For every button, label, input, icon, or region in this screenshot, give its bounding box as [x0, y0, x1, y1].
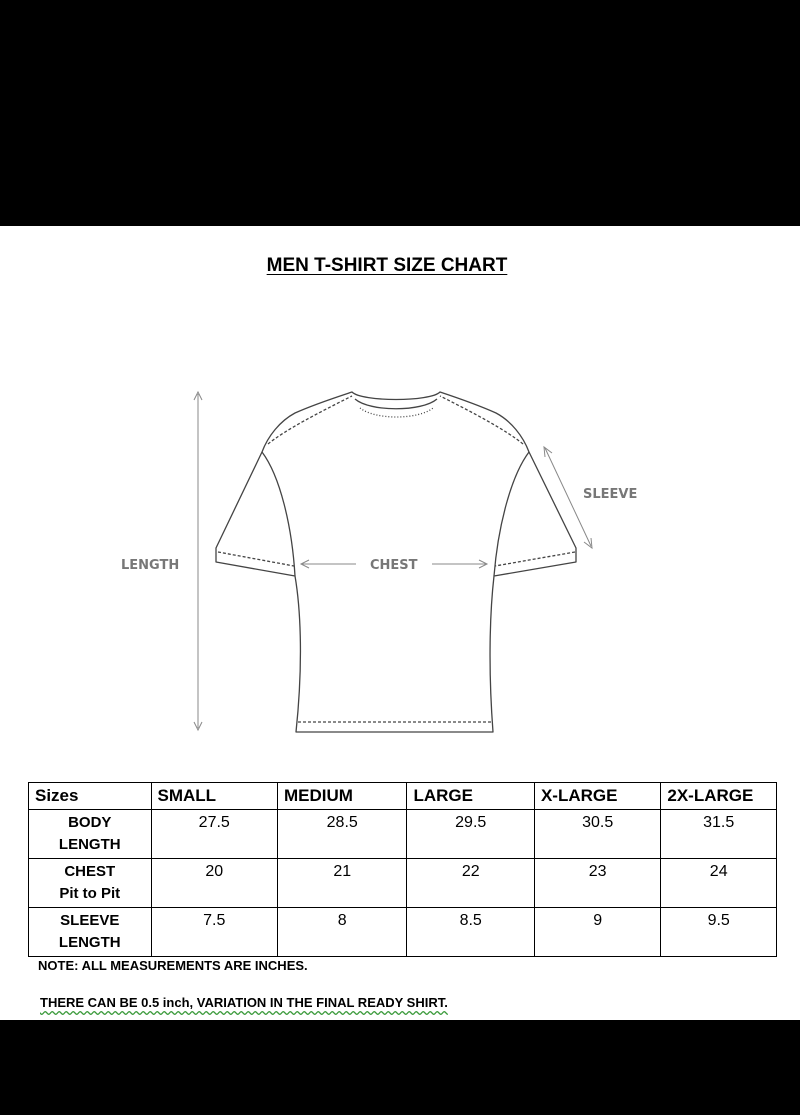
- sleeve-label: SLEEVE: [583, 487, 638, 502]
- cell-sleeve-x-large: 9: [534, 908, 660, 957]
- header-small: SMALL: [151, 783, 277, 810]
- top-black-bar: [0, 0, 800, 226]
- header-x-large: X-LARGE: [534, 783, 660, 810]
- cell-chest-small: 20: [151, 859, 277, 908]
- page-title: MEN T-SHIRT SIZE CHART: [266, 255, 508, 276]
- size-chart-sheet: [0, 226, 800, 1020]
- header-2x-large: 2X-LARGE: [661, 783, 777, 810]
- tshirt-shoulder-seam-right: [440, 396, 523, 444]
- size-table: [28, 782, 777, 957]
- bottom-black-bar: [0, 1020, 800, 1115]
- row-label-line2: LENGTH: [58, 836, 121, 853]
- cell-chest-x-large: 23: [534, 859, 660, 908]
- cell-chest-medium: 21: [277, 859, 407, 908]
- cell-sleeve-medium: 8: [277, 908, 407, 957]
- cell-body-length-small: 27.5: [151, 810, 277, 859]
- row-label-line1: CHEST: [64, 863, 116, 880]
- tshirt-collar: [355, 399, 437, 409]
- cell-chest-large: 22: [407, 859, 534, 908]
- tshirt-shoulder-seam-left: [268, 396, 352, 444]
- header-medium: MEDIUM: [277, 783, 407, 810]
- header-large: LARGE: [407, 783, 534, 810]
- header-sizes: Sizes: [29, 783, 152, 810]
- table-row-sleeve-length: [29, 908, 777, 957]
- length-label: LENGTH: [121, 558, 180, 573]
- cell-sleeve-large: 8.5: [407, 908, 534, 957]
- tshirt-diagram: [0, 366, 800, 746]
- row-label-sleeve-length: [29, 908, 152, 957]
- row-label-line2: Pit to Pit: [59, 885, 121, 902]
- table-row-chest: [29, 859, 777, 908]
- row-label-line1: SLEEVE: [60, 912, 120, 929]
- cell-body-length-large: 29.5: [407, 810, 534, 859]
- row-label-body-length: [29, 810, 152, 859]
- note-variation: THERE CAN BE 0.5 inch, VARIATION IN THE FINAL READY SHIRT.: [40, 995, 448, 1010]
- table-header-row: [29, 783, 777, 810]
- note-units: NOTE: ALL MEASUREMENTS ARE INCHES.: [38, 958, 308, 973]
- row-label-chest: [29, 859, 152, 908]
- cell-sleeve-2x-large: 9.5: [661, 908, 777, 957]
- chest-label: CHEST: [370, 558, 418, 573]
- row-label-line1: BODY: [68, 814, 112, 831]
- cell-body-length-medium: 28.5: [277, 810, 407, 859]
- cell-body-length-2x-large: 31.5: [661, 810, 777, 859]
- cell-chest-2x-large: 24: [661, 859, 777, 908]
- cell-body-length-x-large: 30.5: [534, 810, 660, 859]
- row-label-line2: LENGTH: [58, 934, 121, 951]
- tshirt-armhole-left: [262, 452, 295, 576]
- tshirt-armhole-right: [494, 452, 529, 576]
- table-row-body-length: [29, 810, 777, 859]
- cell-sleeve-small: 7.5: [151, 908, 277, 957]
